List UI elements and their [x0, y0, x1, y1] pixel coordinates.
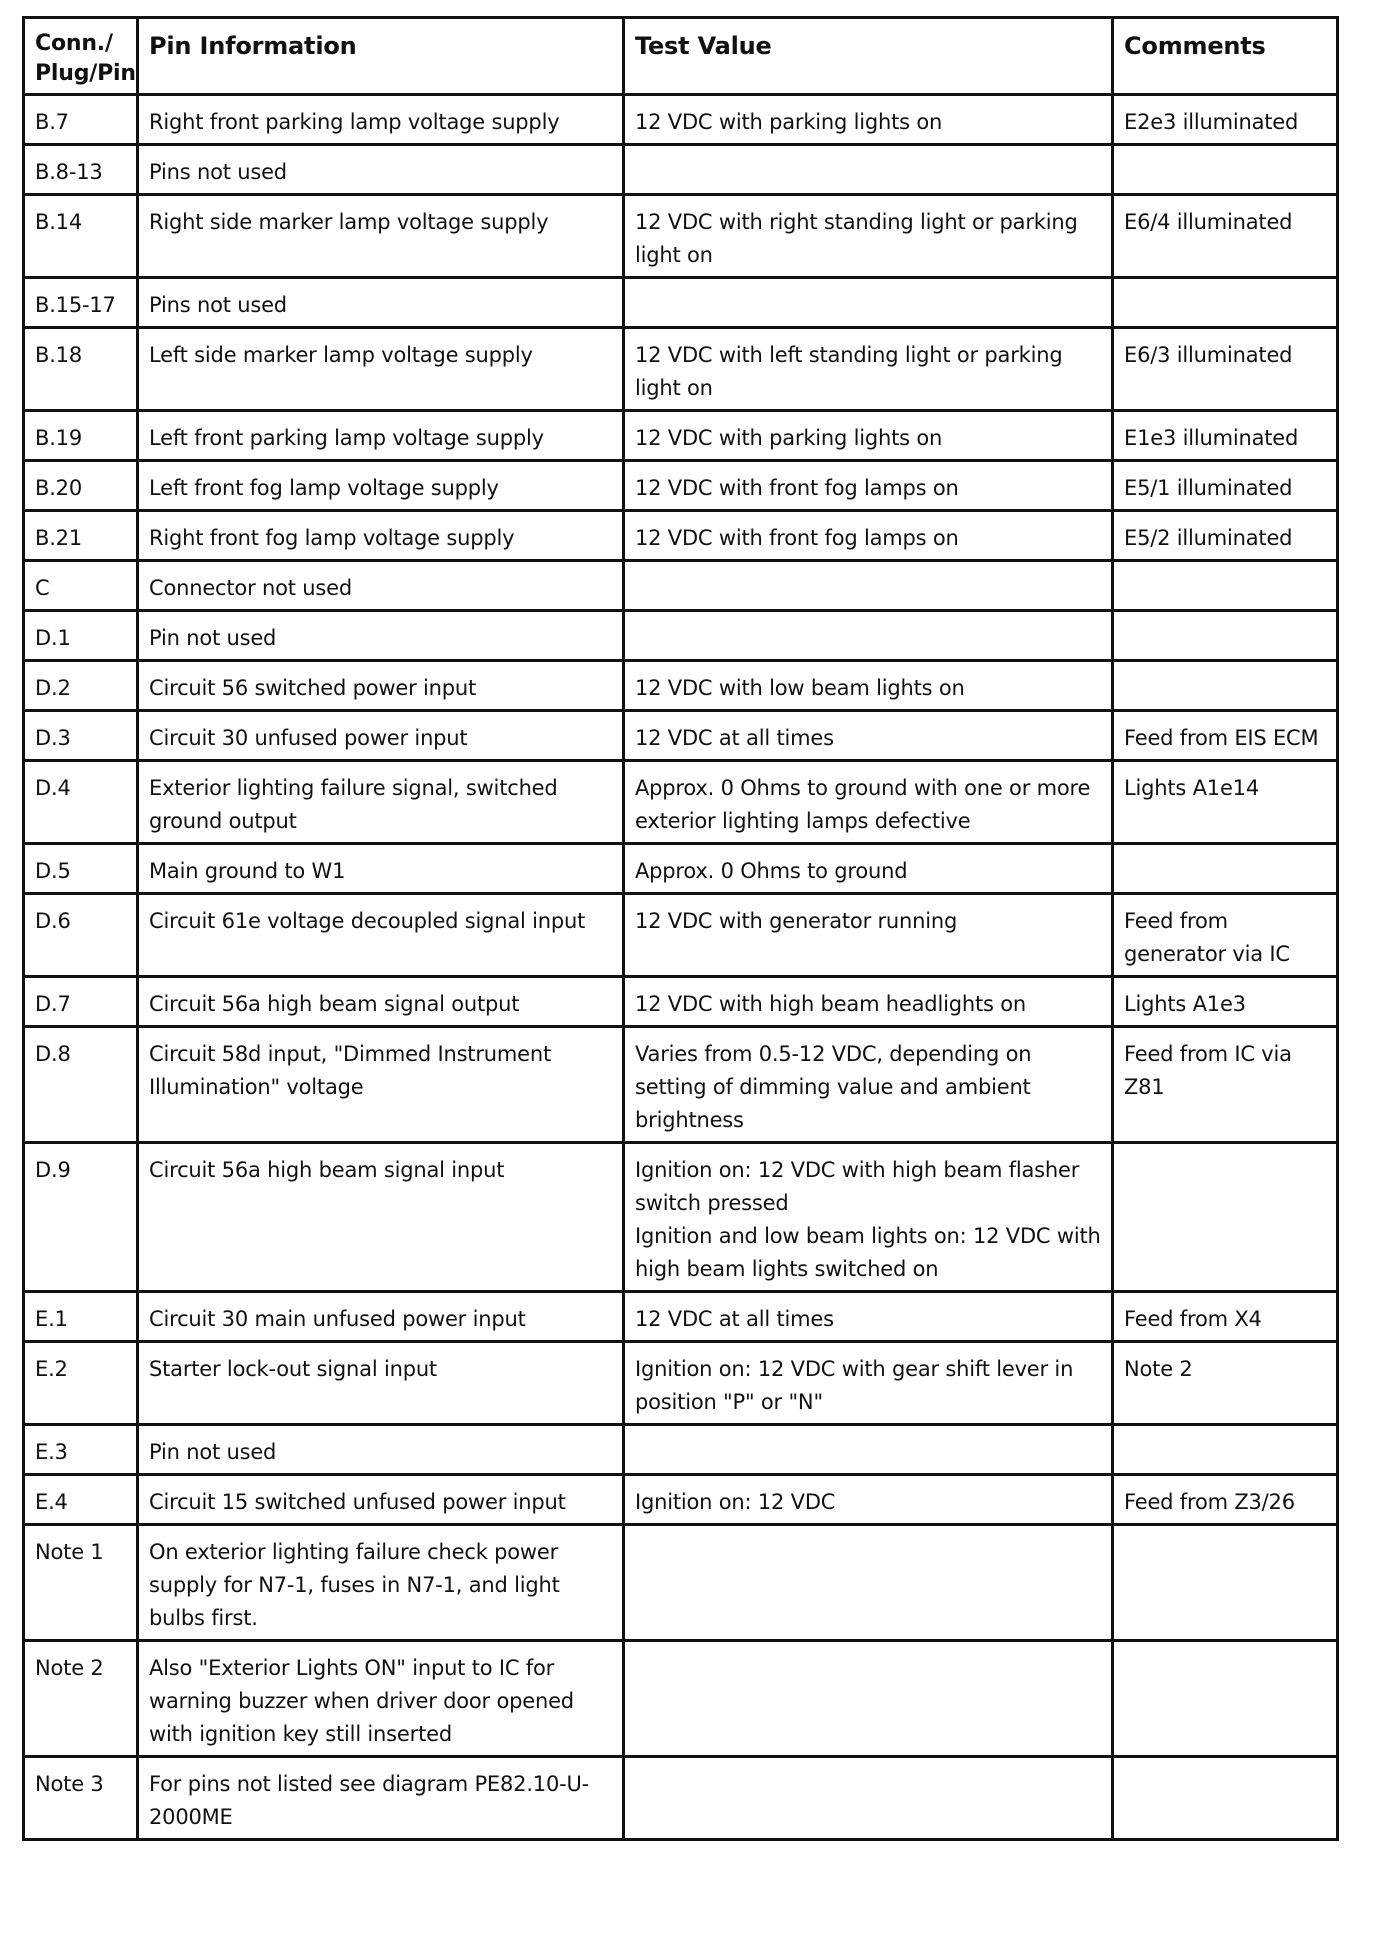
table-row	[24, 611, 1338, 661]
test-value-cell	[624, 1143, 1113, 1292]
table-row	[24, 761, 1338, 844]
pin-info-cell: Pin not used	[138, 1425, 624, 1475]
comment-cell: Feed from generator via IC	[1113, 894, 1338, 977]
comment-cell: E1e3 illuminated	[1113, 411, 1338, 461]
note-text-cell: For pins not listed see diagram PE82.10-U-2000ME	[138, 1757, 624, 1840]
comment-cell: Feed from X4	[1113, 1292, 1338, 1342]
pin-cell: D.5	[24, 844, 138, 894]
pin-cell: B.15-17	[24, 278, 138, 328]
comment-cell: Note 2	[1113, 1342, 1338, 1425]
note-text-cell: Also "Exterior Lights ON" input to IC for warning buzzer when driver door opened with ignition key still inserted	[138, 1641, 624, 1757]
test-value-cell	[624, 561, 1113, 611]
table-row	[24, 461, 1338, 511]
comment-cell: Feed from IC via Z81	[1113, 1027, 1338, 1143]
pin-info-cell: Circuit 15 switched unfused power input	[138, 1475, 624, 1525]
header-pin-info: Pin Information	[138, 18, 624, 95]
table-row	[24, 844, 1338, 894]
pin-cell: B.20	[24, 461, 138, 511]
pin-info-cell: Circuit 30 main unfused power input	[138, 1292, 624, 1342]
pin-cell: B.14	[24, 195, 138, 278]
comment-cell: E5/2 illuminated	[1113, 511, 1338, 561]
comment-cell	[1113, 1757, 1338, 1840]
pin-info-cell: Exterior lighting failure signal, switched ground output	[138, 761, 624, 844]
pin-cell: E.4	[24, 1475, 138, 1525]
pin-table	[22, 16, 1339, 1841]
pin-info-cell: Circuit 56a high beam signal output	[138, 977, 624, 1027]
comment-cell	[1113, 561, 1338, 611]
pin-cell: D.1	[24, 611, 138, 661]
comment-cell: E5/1 illuminated	[1113, 461, 1338, 511]
pin-info-cell: Circuit 30 unfused power input	[138, 711, 624, 761]
pin-info-cell: Right front fog lamp voltage supply	[138, 511, 624, 561]
pin-info-cell: Connector not used	[138, 561, 624, 611]
pin-cell: B.19	[24, 411, 138, 461]
pin-info-cell: Left side marker lamp voltage supply	[138, 328, 624, 411]
header-comments: Comments	[1113, 18, 1338, 95]
table-row	[24, 195, 1338, 278]
note-text-cell: On exterior lighting failure check power supply for N7-1, fuses in N7-1, and light bulbs first.	[138, 1525, 624, 1641]
note-label-cell: Note 1	[24, 1525, 138, 1641]
note-label-cell: Note 2	[24, 1641, 138, 1757]
pin-info-cell: Pin not used	[138, 611, 624, 661]
test-value-cell: Varies from 0.5-12 VDC, depending on setting of dimming value and ambient brightness	[624, 1027, 1113, 1143]
note-label-cell: Note 3	[24, 1757, 138, 1840]
table-row	[24, 411, 1338, 461]
table-row	[24, 278, 1338, 328]
comment-cell: Lights A1e14	[1113, 761, 1338, 844]
pin-cell: C	[24, 561, 138, 611]
table-row	[24, 1641, 1338, 1757]
test-value-cell: Ignition on: 12 VDC with gear shift lever in position "P" or "N"	[624, 1342, 1113, 1425]
pin-info-cell: Starter lock-out signal input	[138, 1342, 624, 1425]
comment-cell: Feed from EIS ECM	[1113, 711, 1338, 761]
test-value-cell: Approx. 0 Ohms to ground	[624, 844, 1113, 894]
test-value-line: Ignition on: 12 VDC with high beam flasher switch pressed	[635, 1158, 1080, 1215]
test-value-cell	[624, 1641, 1113, 1757]
test-value-cell: 12 VDC with left standing light or parking light on	[624, 328, 1113, 411]
pin-info-cell: Main ground to W1	[138, 844, 624, 894]
comment-cell	[1113, 145, 1338, 195]
comment-cell	[1113, 611, 1338, 661]
test-value-cell: 12 VDC at all times	[624, 1292, 1113, 1342]
comment-cell	[1113, 1143, 1338, 1292]
comment-cell: Feed from Z3/26	[1113, 1475, 1338, 1525]
pin-info-cell: Circuit 61e voltage decoupled signal input	[138, 894, 624, 977]
pin-info-cell: Pins not used	[138, 278, 624, 328]
pin-info-cell: Right front parking lamp voltage supply	[138, 95, 624, 145]
table-row	[24, 511, 1338, 561]
pin-cell: D.7	[24, 977, 138, 1027]
pin-cell: D.9	[24, 1143, 138, 1292]
test-value-cell: 12 VDC with high beam headlights on	[624, 977, 1113, 1027]
pin-cell: D.3	[24, 711, 138, 761]
pin-info-cell: Pins not used	[138, 145, 624, 195]
comment-cell: E6/3 illuminated	[1113, 328, 1338, 411]
table-row	[24, 1342, 1338, 1425]
comment-cell	[1113, 844, 1338, 894]
test-value-line: Ignition and low beam lights on: 12 VDC with high beam lights switched on	[635, 1224, 1101, 1281]
pin-info-cell: Circuit 56a high beam signal input	[138, 1143, 624, 1292]
test-value-cell: 12 VDC with generator running	[624, 894, 1113, 977]
comment-cell	[1113, 1425, 1338, 1475]
pin-cell: E.1	[24, 1292, 138, 1342]
comment-cell: Lights A1e3	[1113, 977, 1338, 1027]
header-conn: Conn./ Plug/Pin	[24, 18, 138, 95]
test-value-cell	[624, 278, 1113, 328]
pin-cell: B.7	[24, 95, 138, 145]
test-value-cell	[624, 145, 1113, 195]
pin-cell: D.2	[24, 661, 138, 711]
test-value-cell: 12 VDC with front fog lamps on	[624, 511, 1113, 561]
test-value-cell	[624, 611, 1113, 661]
pin-cell: D.8	[24, 1027, 138, 1143]
pin-cell: E.2	[24, 1342, 138, 1425]
table-body	[24, 95, 1338, 1840]
pin-info-cell: Circuit 56 switched power input	[138, 661, 624, 711]
table-row	[24, 977, 1338, 1027]
test-value-cell	[624, 1425, 1113, 1475]
pin-cell: D.6	[24, 894, 138, 977]
test-value-cell: 12 VDC with front fog lamps on	[624, 461, 1113, 511]
table-row	[24, 145, 1338, 195]
test-value-cell: 12 VDC at all times	[624, 711, 1113, 761]
test-value-cell	[624, 1757, 1113, 1840]
pin-cell: B.18	[24, 328, 138, 411]
comment-cell: E6/4 illuminated	[1113, 195, 1338, 278]
table-row	[24, 561, 1338, 611]
table-row	[24, 1475, 1338, 1525]
pin-info-cell: Circuit 58d input, "Dimmed Instrument Illumination" voltage	[138, 1027, 624, 1143]
table-row	[24, 1525, 1338, 1641]
comment-cell	[1113, 278, 1338, 328]
pin-cell: E.3	[24, 1425, 138, 1475]
table-row	[24, 661, 1338, 711]
table-row	[24, 1292, 1338, 1342]
pin-info-cell: Right side marker lamp voltage supply	[138, 195, 624, 278]
comment-cell	[1113, 1525, 1338, 1641]
comment-cell	[1113, 1641, 1338, 1757]
header-test-value: Test Value	[624, 18, 1113, 95]
table-row	[24, 328, 1338, 411]
test-value-cell: Ignition on: 12 VDC	[624, 1475, 1113, 1525]
test-value-cell: Approx. 0 Ohms to ground with one or more exterior lighting lamps defective	[624, 761, 1113, 844]
table-row	[24, 711, 1338, 761]
test-value-cell: 12 VDC with right standing light or parking light on	[624, 195, 1113, 278]
table-row	[24, 894, 1338, 977]
test-value-cell: 12 VDC with parking lights on	[624, 95, 1113, 145]
test-value-cell: 12 VDC with parking lights on	[624, 411, 1113, 461]
table-row	[24, 1143, 1338, 1292]
table-row	[24, 1027, 1338, 1143]
pin-info-cell: Left front fog lamp voltage supply	[138, 461, 624, 511]
comment-cell	[1113, 661, 1338, 711]
table-row	[24, 1757, 1338, 1840]
pin-cell: D.4	[24, 761, 138, 844]
pin-cell: B.21	[24, 511, 138, 561]
table-row	[24, 95, 1338, 145]
pin-cell: B.8-13	[24, 145, 138, 195]
table-row	[24, 1425, 1338, 1475]
comment-cell: E2e3 illuminated	[1113, 95, 1338, 145]
table-header-row	[24, 18, 1338, 95]
test-value-cell: 12 VDC with low beam lights on	[624, 661, 1113, 711]
test-value-cell	[624, 1525, 1113, 1641]
pin-info-cell: Left front parking lamp voltage supply	[138, 411, 624, 461]
